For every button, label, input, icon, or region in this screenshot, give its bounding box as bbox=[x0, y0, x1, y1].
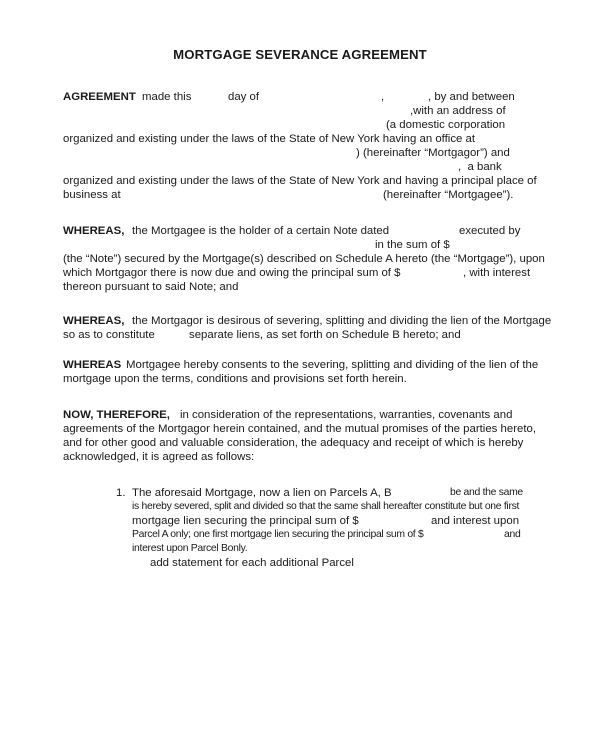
item-text: The aforesaid Mortgage, now a lien on Parcels A, B bbox=[132, 487, 392, 499]
agreement-text: , a bank bbox=[458, 161, 502, 173]
agreement-text: ,with an address of bbox=[410, 105, 506, 117]
item-text: Parcel A only; one first mortgage lien securing the principal sum of $ bbox=[132, 529, 424, 540]
agreement-text: ) (hereinafter “Mortgagor”) and bbox=[356, 147, 510, 159]
now-therefore-lead: NOW, THEREFORE, bbox=[63, 409, 170, 421]
whereas-text: which Mortgagor there is now due and owing the principal sum of $ bbox=[63, 267, 401, 279]
whereas-text: in the sum of $ bbox=[375, 239, 450, 251]
whereas-text: the Mortgagee is the holder of a certain Note dated bbox=[132, 225, 390, 237]
item-text: and interest upon bbox=[431, 515, 520, 527]
agreement-text: , by and between bbox=[428, 91, 515, 103]
whereas-text: separate liens, as set forth on Schedule B hereto; and bbox=[189, 329, 461, 341]
agreement-text: day of bbox=[228, 91, 260, 103]
whereas-text: the Mortgagor is desirous of severing, splitting and dividing the lien of the Mortgage bbox=[132, 315, 552, 327]
document-title: MORTGAGE SEVERANCE AGREEMENT bbox=[173, 47, 427, 62]
whereas-text: Mortgagee hereby consents to the severing, splitting and dividing of the lien of the bbox=[126, 359, 539, 371]
now-therefore-text: and for other good and valuable consideration, the adequacy and receipt of which is hereby bbox=[63, 437, 524, 449]
whereas-text: thereon pursuant to said Note; and bbox=[63, 281, 239, 293]
item-text: mortgage lien securing the principal sum of $ bbox=[132, 515, 359, 527]
whereas-text: mortgage upon the terms, conditions and provisions set forth herein. bbox=[63, 373, 407, 385]
whereas-text: , with interest bbox=[463, 267, 531, 279]
now-therefore-text: acknowledged, it is agreed as follows: bbox=[63, 451, 255, 463]
agreement-text: organized and existing under the laws of the State of New York and having a principal place of bbox=[63, 175, 537, 187]
whereas-text: so as to constitute bbox=[63, 329, 155, 341]
agreement-text: , bbox=[381, 91, 385, 103]
agreement-text: business at bbox=[63, 189, 121, 201]
now-therefore-text: in consideration of the representations, warranties, covenants and bbox=[180, 409, 513, 421]
agreement-text: (a domestic corporation bbox=[386, 119, 506, 131]
whereas-lead: WHEREAS bbox=[63, 359, 122, 371]
item-text: be and the same bbox=[450, 487, 523, 498]
agreement-text: organized and existing under the laws of the State of New York having an office at bbox=[63, 133, 476, 145]
whereas-text: executed by bbox=[459, 225, 521, 237]
agreement-text: made this bbox=[142, 91, 192, 103]
agreement-lead: AGREEMENT bbox=[63, 91, 136, 103]
whereas-lead: WHEREAS, bbox=[63, 225, 125, 237]
item-text: is hereby severed, split and divided so that the same shall hereafter constitute but one first bbox=[132, 501, 520, 512]
now-therefore-text: agreements of the Mortgagor herein contained, and the mutual promises of the parties hereto, bbox=[63, 423, 536, 435]
whereas-text: (the “Note”) secured by the Mortgage(s) described on Schedule A hereto (the “Mortgage”), upon bbox=[63, 253, 545, 265]
item-note: add statement for each additional Parcel bbox=[150, 557, 354, 569]
item-number: 1. bbox=[116, 487, 126, 499]
item-text: interest upon Parcel Bonly. bbox=[132, 543, 248, 554]
whereas-lead: WHEREAS, bbox=[63, 315, 125, 327]
item-text: and bbox=[504, 529, 521, 540]
agreement-text: (hereinafter “Mortgagee”). bbox=[383, 189, 514, 201]
